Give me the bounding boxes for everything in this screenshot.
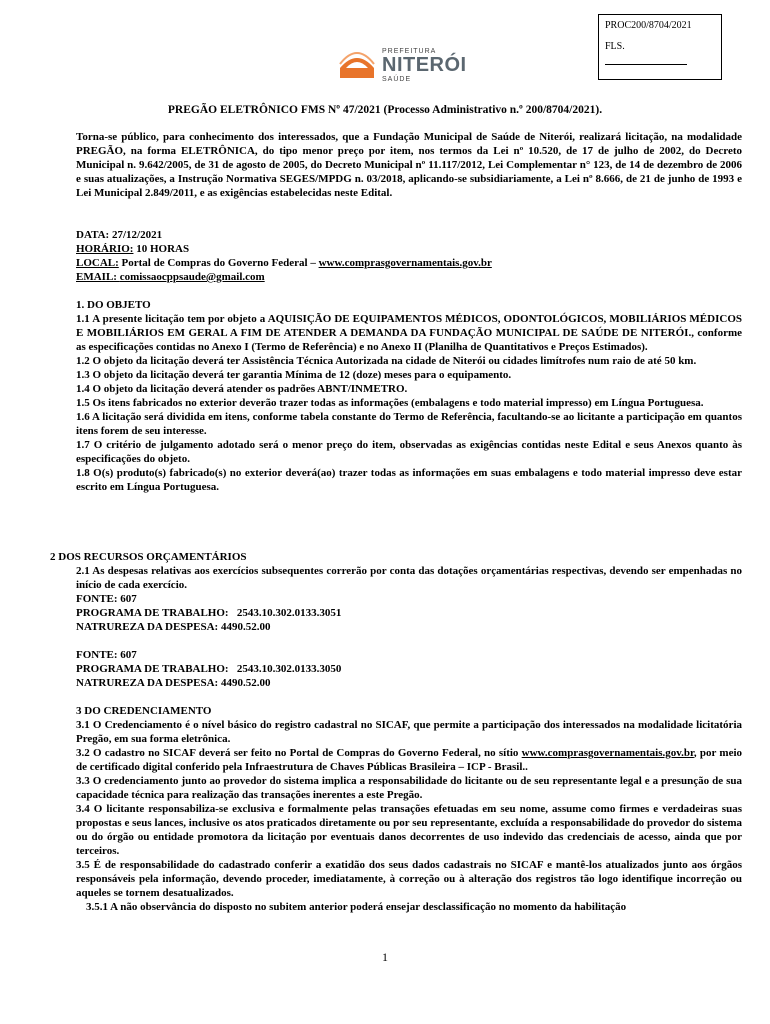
logo-sub-text: SAÚDE	[382, 76, 412, 83]
list-item: 1.3 O objeto da licitação deverá ter garantia Mínima de 12 (doze) meses para o equipamento.	[76, 369, 512, 381]
portal-link[interactable]: www.comprasgovernamentais.gov.br	[318, 257, 492, 269]
logo-main-text: NITERÓI	[382, 54, 467, 76]
page-number: 1	[382, 950, 388, 964]
time-line: HORÁRIO: 10 HORAS	[76, 243, 190, 255]
list-item: 1.6 A licitação será dividida em itens, conforme tabela constante do Termo de Referência, facultando-se ao licitante a participação em quantos itens forem de seu interesse.	[76, 411, 742, 437]
list-item: 3.1 O Credenciamento é o nível básico do registro cadastral no SICAF, que permite a participação dos interessados na modalidade licitatória Pregão, em sua forma eletrônica.	[76, 719, 742, 745]
email-line: EMAIL: comissaocppsaude@gmail.com	[76, 271, 265, 283]
list-item: 1.4 O objeto da licitação deverá atender os padrões ABNT/INMETRO.	[76, 383, 408, 395]
section-objeto	[76, 298, 742, 494]
logo-top-text: PREFEITURA	[382, 48, 437, 55]
logo-arch-icon	[338, 44, 378, 84]
list-item: 3.5 É de responsabilidade do cadastrado conferir a exatidão dos seus dados cadastrais no SICAF e mantê-los atualizados junto aos órgãos responsáveis pela informação, devendo proceder, imediatamente, à correção ou à alteração dos registros tão logo identifique incorreção ou aqueles se tornem desatualizados.	[76, 859, 742, 899]
natureza-line: NATRUREZA DA DESPESA: 4490.52.00	[76, 621, 271, 633]
date-line: DATA: 27/12/2021	[76, 229, 163, 241]
location-line: LOCAL: Portal de Compras do Governo Federal – www.comprasgovernamentais.gov.br	[76, 257, 492, 269]
info-block	[76, 228, 742, 284]
list-item: 1.5 Os itens fabricados no exterior deverão trazer todas as informações (embalagens e todo material impresso) em Língua Portuguesa.	[76, 397, 704, 409]
list-item: 3.3 O credenciamento junto ao provedor do sistema implica a responsabilidade do licitante ou de seu representante legal e a presunção de sua capacidade técnica para realização das transações inerentes a este Pregão.	[76, 775, 742, 801]
portal-link[interactable]: www.comprasgovernamentais.gov.br	[521, 747, 694, 759]
programa-line: PROGRAMA DE TRABALHO: 2543.10.302.0133.3051	[76, 607, 342, 619]
list-item: 1.8 O(s) produto(s) fabricado(s) no exterior deverá(ao) trazer todas as informações em suas embalagens e todo material impresso deve estar escrito em Língua Portuguesa.	[76, 467, 742, 493]
fls-label: FLS.	[605, 41, 625, 52]
fonte-line: FONTE: 607	[76, 593, 137, 605]
niteroi-saude-logo	[338, 42, 478, 84]
process-stamp-box	[598, 14, 722, 80]
email-link[interactable]: comissaocppsaude@gmail.com	[119, 271, 265, 283]
natureza-line: NATRUREZA DA DESPESA: 4490.52.00	[76, 677, 271, 689]
spacer	[76, 634, 742, 648]
process-number: PROC200/8704/2021	[605, 20, 692, 31]
list-item: 3.4 O licitante responsabiliza-se exclusiva e formalmente pelas transações efetuadas em seu nome, assume como firmes e verdadeiras suas propostas e seus lances, inclusive os atos praticados diretamente ou por seu representante, excluída a responsabilidade do provedor do sistema ou do órgão ou entidade promotora da licitação por eventuais danos decorrentes de uso indevido das credenciais de acesso, ainda que por terceiros.	[76, 803, 742, 857]
list-item: 1.1 A presente licitação tem por objeto a AQUISIÇÃO DE EQUIPAMENTOS MÉDICOS, ODONTOLÓGICOS, MOBILIÁRIOS MÉDICOS E MOBILIÁRIOS EM GERAL A FIM DE ATENDER A DEMANDA DA FUNDAÇÃO MUNICIPAL DE SAÚDE DE NITERÓI., conforme as especificações contidas no Anexo I (Termo de Referência) e no Anexo II (Planilha de Quantitativos e Preços Estimados).	[76, 313, 742, 353]
document-title: PREGÃO ELETRÔNICO FMS Nº 47/2021 (Processo Administrativo n.º 200/8704/2021).	[167, 104, 603, 116]
list-item: 3.2 O cadastro no SICAF deverá ser feito no Portal de Compras do Governo Federal, no sítio www.comprasgovernamentais.gov.br, por meio de certificado digital conferido pela Infraestrutura de Chaves Públicas Brasileira – ICP - Brasil..	[76, 747, 743, 773]
list-item: 3.5.1 A não observância do disposto no subitem anterior poderá ensejar desclassificação no momento da habilitação	[86, 901, 627, 913]
fonte-line: FONTE: 607	[76, 649, 137, 661]
list-item: 1.7 O critério de julgamento adotado será o menor preço do item, observadas as exigências contidas neste Edital e seus Anexos quanto às especificações do objeto.	[76, 439, 742, 465]
intro-paragraph: Torna-se público, para conhecimento dos interessados, que a Fundação Municipal de Saúde de Niterói, realizará licitação, na modalidade PREGÃO, na forma ELETRÔNICA, do tipo menor preço por item, nos termos da Lei nº 10.520, de 17 de julho de 2002, do Decreto Municipal n. 9.642/2005, de 31 de agosto de 2005, do Decreto Municipal nº 11.117/2012, Lei Complementar n° 123, de 14 de dezembro de 2006 e suas atualizações, a Instrução Normativa SEGES/MPDG n. 03/2018, aplicando-se subsidiariamente, a Lei nº 8.666, de 21 de junho de 1993 e Lei Municipal 2.849/2011, e as exigências estabelecidas neste Edital.	[76, 131, 742, 199]
list-item: 1.2 O objeto da licitação deverá ter Assistência Técnica Autorizada na cidade de Niterói ou cidades limítrofes num raio de até 50 km.	[76, 355, 697, 367]
section-recursos-heading: 2 DOS RECURSOS ORÇAMENTÁRIOS	[50, 551, 247, 563]
section-recursos	[76, 564, 742, 690]
programa-line: PROGRAMA DE TRABALHO: 2543.10.302.0133.3050	[76, 663, 342, 675]
section-credenciamento	[76, 704, 742, 914]
section-heading: 1. DO OBJETO	[76, 299, 151, 311]
fls-signature-line	[605, 63, 687, 65]
list-item: 2.1 As despesas relativas aos exercícios subsequentes correrão por conta das dotações orçamentárias respectivas, devendo ser empenhadas no início de cada exercício.	[76, 565, 742, 591]
section-heading: 3 DO CREDENCIAMENTO	[76, 705, 212, 717]
